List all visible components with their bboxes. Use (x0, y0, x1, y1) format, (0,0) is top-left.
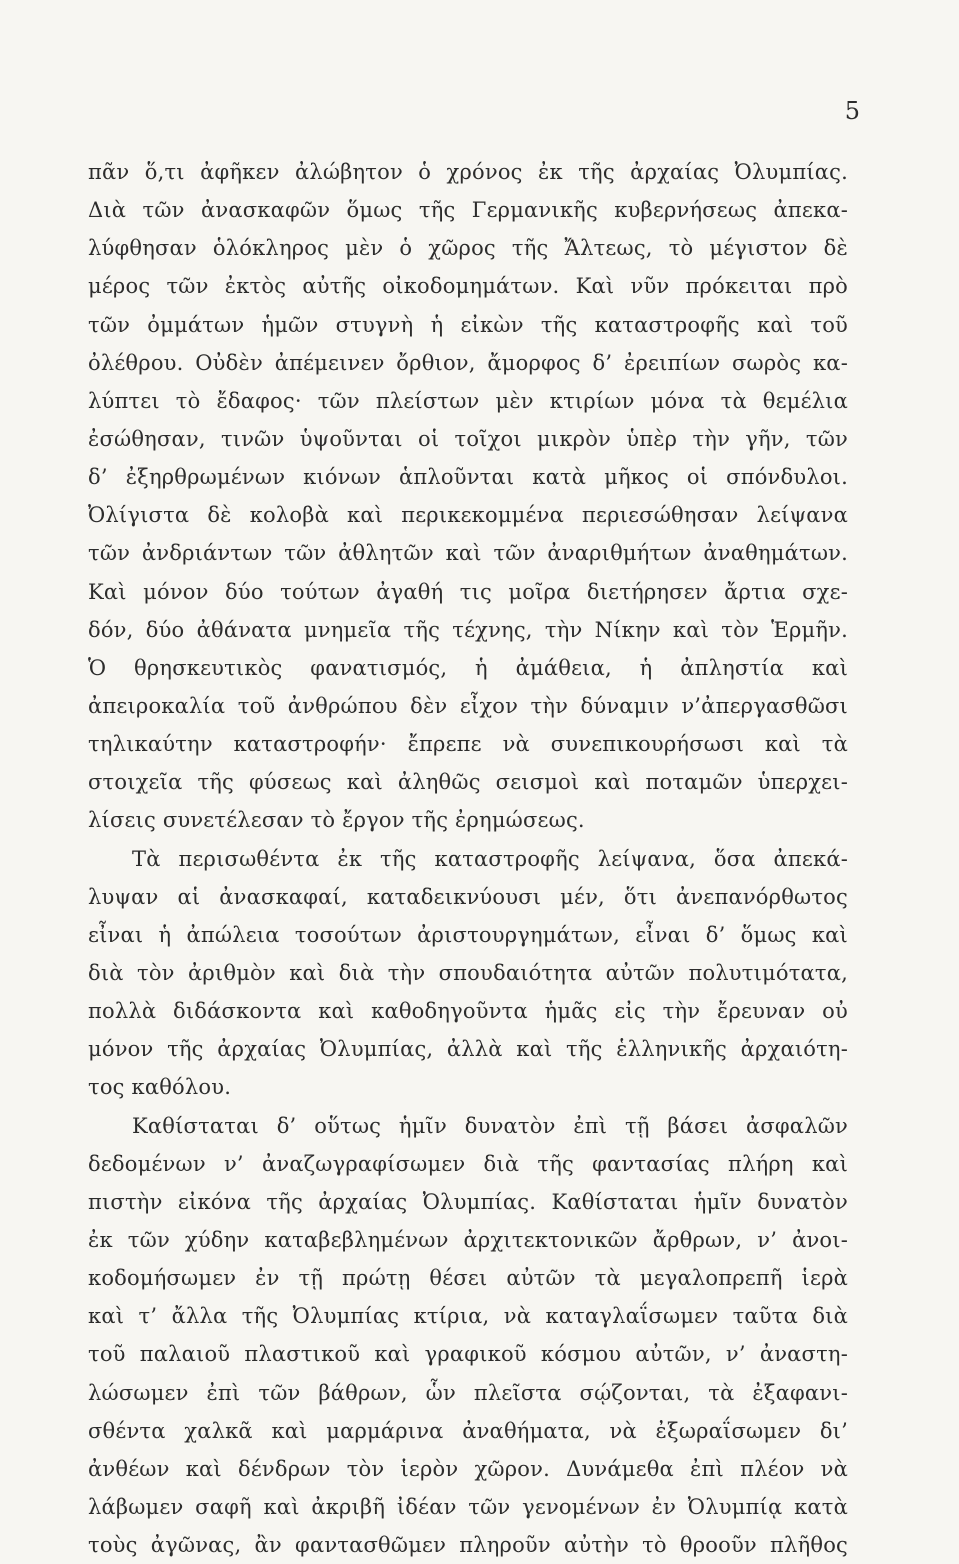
text-line: ἐσώθησαν, τινῶν ὑψοῦνται οἱ τοῖχοι μικρὸν ὑπὲρ τὴν γῆν, τῶν (88, 426, 848, 451)
text-line: ἀνθέων καὶ δένδρων τὸν ἱερὸν χῶρον. Δυνάμεθα ἐπὶ πλέον νὰ (88, 1456, 848, 1481)
text-line: λίσεις συνετέλεσαν τὸ ἔργον τῆς ἐρημώσεως. (88, 808, 585, 833)
text-line: τηλικαύτην καταστροφήν· ἔπρεπε νὰ συνεπικουρήσωσι καὶ τὰ (88, 732, 848, 757)
text-line: πιστὴν εἰκόνα τῆς ἀρχαίας Ὀλυμπίας. Καθίσταται ἡμῖν δυνατὸν (88, 1189, 848, 1214)
text-line: Τὰ περισωθέντα ἐκ τῆς καταστροφῆς λείψανα, ὅσα ἀπεκά- (132, 846, 848, 871)
text-line: πολλὰ διδάσκοντα καὶ καθοδηγοῦντα ἡμᾶς εἰς τὴν ἔρευναν οὐ (88, 999, 848, 1024)
text-line: στοιχεῖα τῆς φύσεως καὶ ἀληθῶς σεισμοὶ καὶ ποταμῶν ὑπερχει- (88, 770, 848, 795)
text-line: κοδομήσωμεν ἐν τῇ πρώτῃ θέσει αὐτῶν τὰ μεγαλοπρεπῆ ἱερὰ (88, 1266, 848, 1291)
text-line: καὶ τ’ ἄλλα τῆς Ὀλυμπίας κτίρια, νὰ καταγλαΐσωμεν ταῦτα διὰ (88, 1304, 848, 1329)
page-number: 5 (844, 97, 860, 125)
text-line: λώσωμεν ἐπὶ τῶν βάθρων, ὧν πλεῖστα σῴζονται, τὰ ἐξαφανι- (88, 1380, 848, 1405)
text-line: Ὀλίγιστα δὲ κολοβὰ καὶ περικεκομμένα περιεσώθησαν λείψανα (88, 503, 848, 528)
text-line: τῶν ἀνδριάντων τῶν ἀθλητῶν καὶ τῶν ἀναριθμήτων ἀναθημάτων. (88, 541, 848, 566)
text-line: ὀλέθρου. Οὐδὲν ἀπέμεινεν ὄρθιον, ἄμορφος δ’ ἐρειπίων σωρὸς κα- (88, 350, 848, 375)
text-line: λάβωμεν σαφῆ καὶ ἀκριβῆ ἰδέαν τῶν γενομένων ἐν Ὀλυμπίᾳ κατὰ (88, 1494, 848, 1519)
text-line: τῶν ὀμμάτων ἡμῶν στυγνὴ ἡ εἰκὼν τῆς καταστροφῆς καὶ τοῦ (88, 312, 848, 337)
text-line: ἐκ τῶν χύδην καταβεβλημένων ἀρχιτεκτονικῶν ἄρθρων, ν’ ἀνοι- (88, 1227, 848, 1252)
text-line: Ὁ θρησκευτικὸς φανατισμός, ἡ ἀμάθεια, ἡ ἀπληστία καὶ (88, 655, 848, 680)
text-line: πᾶν ὅ,τι ἀφῆκεν ἀλώβητον ὁ χρόνος ἐκ τῆς ἀρχαίας Ὀλυμπίας. (88, 160, 848, 184)
text-line: ἀπειροκαλία τοῦ ἀνθρώπου δὲν εἶχον τὴν δύναμιν ν’ἀπεργασθῶσι (88, 693, 848, 718)
text-line: λύφθησαν ὁλόκληρος μὲν ὁ χῶρος τῆς Ἄλτεως, τὸ μέγιστον δὲ (88, 236, 848, 261)
text-line: Καθίσταται δ’ οὕτως ἡμῖν δυνατὸν ἐπὶ τῇ βάσει ἀσφαλῶν (132, 1113, 848, 1138)
text-line: τοῦ παλαιοῦ πλαστικοῦ καὶ γραφικοῦ κόσμου αὐτῶν, ν’ ἀναστη- (88, 1342, 848, 1367)
text-line: λύπτει τὸ ἔδαφος· τῶν πλείστων μὲν κτιρίων μόνα τὰ θεμέλια (88, 388, 848, 413)
text-line: σθέντα χαλκᾶ καὶ μαρμάρινα ἀναθήματα, νὰ ἐξωραΐσωμεν δι’ (88, 1418, 848, 1443)
body-text (88, 153, 848, 1564)
text-line: τοὺς ἀγῶνας, ἂν φαντασθῶμεν πληροῦν αὐτὴν τὸ θροοῦν πλῆθος (88, 1533, 848, 1558)
text-line: τος καθόλου. (88, 1075, 232, 1100)
text-line: Καὶ μόνον δύο τούτων ἀγαθή τις μοῖρα διετήρησεν ἄρτια σχε- (88, 579, 848, 604)
text-line: λυψαν αἱ ἀνασκαφαί, καταδεικνύουσι μέν, ὅτι ἀνεπανόρθωτος (88, 884, 848, 909)
text-line: μέρος τῶν ἐκτὸς αὐτῆς οἰκοδομημάτων. Καὶ νῦν πρόκειται πρὸ (88, 274, 848, 299)
text-line: διὰ τὸν ἀριθμὸν καὶ διὰ τὴν σπουδαιότητα αὐτῶν πολυτιμότατα, (88, 960, 848, 985)
text-line: μόνον τῆς ἀρχαίας Ὀλυμπίας, ἀλλὰ καὶ τῆς ἑλληνικῆς ἀρχαιότη- (88, 1037, 848, 1062)
text-line: εἶναι ἡ ἀπώλεια τοσούτων ἀριστουργημάτων, εἶναι δ’ ὅμως καὶ (88, 922, 848, 947)
text-line: δ’ ἐξηρθρωμένων κιόνων ἁπλοῦνται κατὰ μῆκος οἱ σπόνδυλοι. (88, 465, 848, 490)
text-line: δεδομένων ν’ ἀναζωγραφίσωμεν διὰ τῆς φαντασίας πλήρη καὶ (88, 1151, 848, 1176)
text-line: δόν, δύο ἀθάνατα μνημεῖα τῆς τέχνης, τὴν Νίκην καὶ τὸν Ἑρμῆν. (88, 617, 848, 642)
text-line: Διὰ τῶν ἀνασκαφῶν ὅμως τῆς Γερμανικῆς κυβερνήσεως ἀπεκα- (88, 198, 848, 223)
